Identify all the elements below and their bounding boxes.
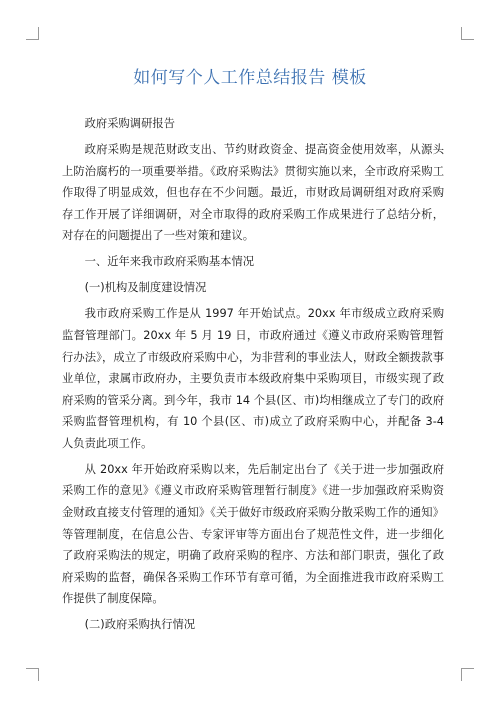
document-title: 如何写个人工作总结报告 模板 bbox=[133, 68, 367, 88]
intro-paragraph: 政府采购是规范财政支出、节约财政资金、提高资金使用效率，从源头上防治腐朽的一项重要举措。《政府采购法》贯彻实施以来，全市政府采购工作取得了明显成效，但也存在不少问题。最近，市财政局调研组对政府采购存工作开展了详细调研，对全市取得的政府采购工作成果进行了总结分析，对存在的问题提出了一些对策和建议。 bbox=[62, 142, 444, 243]
section-heading-1: 一、近年来我市政府采购基本情况 bbox=[84, 255, 255, 269]
report-subtitle: 政府采购调研报告 bbox=[84, 117, 175, 130]
corner-mark-bottom-left bbox=[26, 668, 39, 681]
corner-mark-bottom-right bbox=[461, 668, 474, 681]
corner-mark-top-left bbox=[26, 27, 39, 40]
corner-mark-top-right bbox=[461, 27, 474, 40]
body-paragraph-1: 我市政府采购工作是从 1997 年开始试点。20xx 年市级成立政府采购监督管理部门。20xx 年 5 月 19 日，市政府通过《遵义市政府采购管理暂行办法》，成立了市级政府采购中心，为非营利的事业法人，财政全额拨款事业单位，隶属市政府办，主要负责市本级政府集中采购项目，市级实现了政府采购的管采分离。到今年，我市 14 个县(区、市)均相继成立了专门的政府采购监督管理机构，有 10 个县(区、市)成立了政府采购中心，并配备 3-4 人负责此项工作。 bbox=[62, 307, 444, 450]
body-paragraph-2: 从 20xx 年开始政府采购以来，先后制定出台了《关于进一步加强政府采购工作的意见》《遵义市政府采购管理暂行制度》《进一步加强政府采购资金财政直接支付管理的通知》《关于做好市级政府采购分散采购工作的通知》等管理制度，在信息公告、专家评审等方面出台了规范性文件，进一步细化了政府采购法的规定，明确了政府采购的程序、方法和部门职责，强化了政府采购的监督，确保各采购工作环节有章可循，为全面推进我市政府采购工作提供了制度保障。 bbox=[62, 462, 444, 606]
document-body bbox=[62, 113, 444, 640]
subsection-heading-1: (一)机构及制度建设情况 bbox=[84, 281, 207, 295]
subsection-heading-2: (二)政府采购执行情况 bbox=[84, 618, 196, 632]
